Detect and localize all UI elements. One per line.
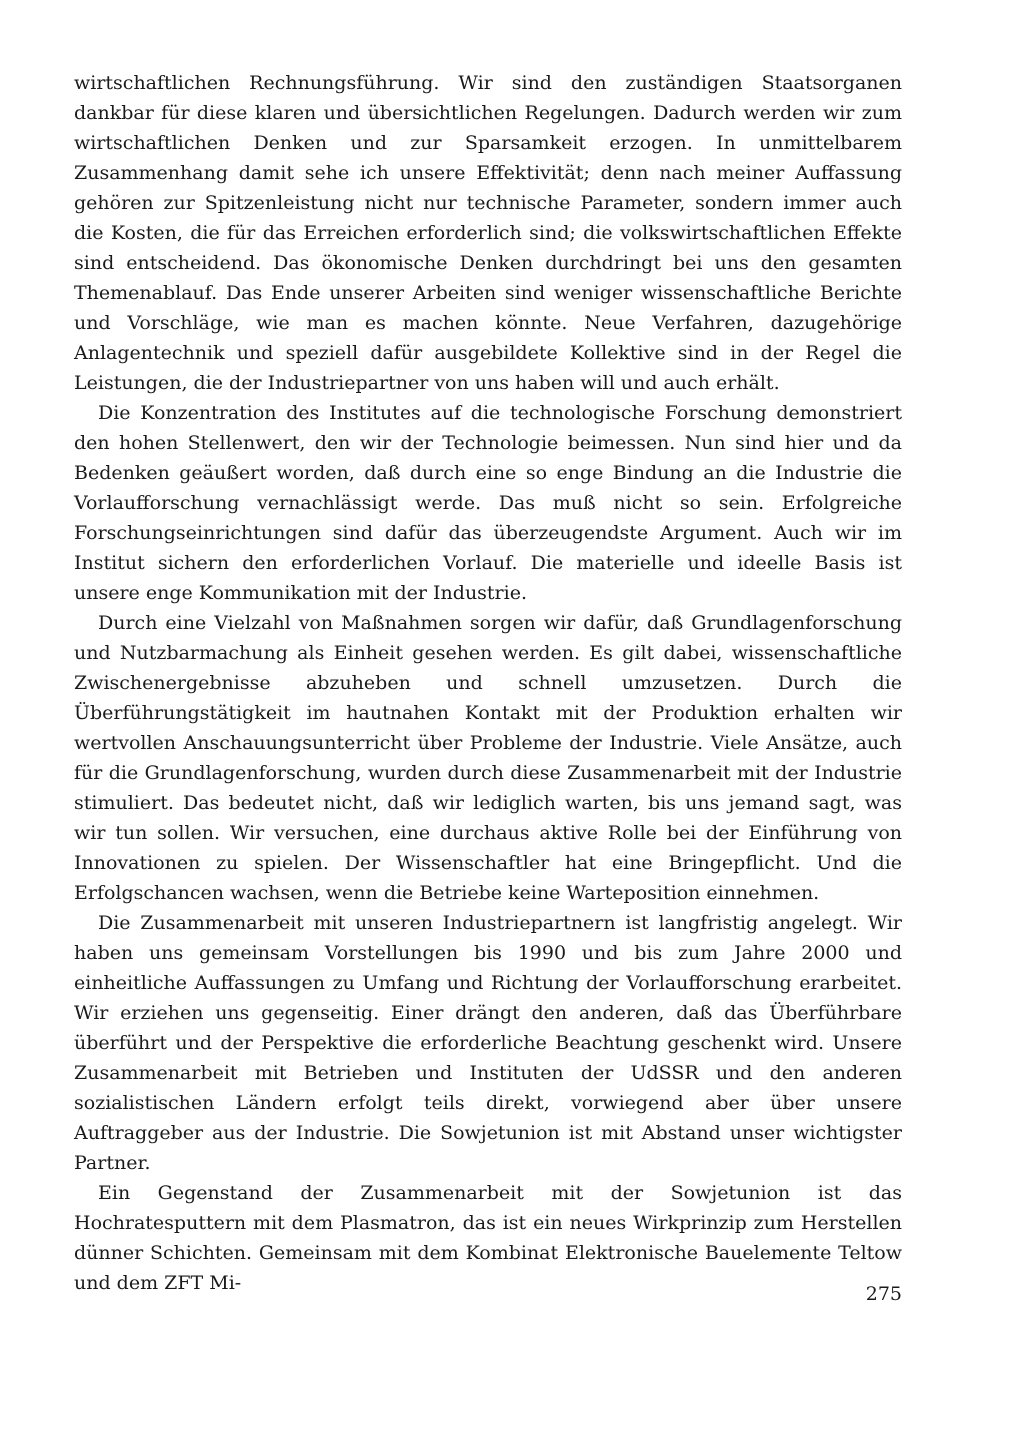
paragraph-2: Die Konzentration des Institutes auf die technologische Forschung demonstriert den hohen Stellenwert, den wir der Technologie beimessen. Nun sind hier und da Bedenken geäußert worden, daß durch eine so enge Bindung an die Industrie die Vorlaufforschung vernachlässigt werde. Das muß nicht so sein. Erfolgreiche Forschungseinrichtungen sind dafür das überzeugendste Argument. Auch wir im Institut sichern den erforderlichen Vorlauf. Die materielle und ideelle Basis ist unsere enge Kommunikation mit der Industrie. [74,402,902,604]
body-text [74,68,902,1298]
page-number: 275 [865,1283,902,1305]
paragraph-3: Durch eine Vielzahl von Maßnahmen sorgen wir dafür, daß Grundlagenforschung und Nutzbarmachung als Einheit gesehen werden. Es gilt dabei, wissenschaftliche Zwischenergebnisse abzuheben und schnell umzusetzen. Durch die Überführungstätigkeit im hautnahen Kontakt mit der Produktion erhalten wir wertvollen Anschauungsunterricht über Probleme der Industrie. Viele Ansätze, auch für die Grundlagenforschung, wurden durch diese Zusammenarbeit mit der Industrie stimuliert. Das bedeutet nicht, daß wir lediglich warten, bis uns jemand sagt, was wir tun sollen. Wir versuchen, eine durchaus aktive Rolle bei der Einführung von Innovationen zu spielen. Der Wissenschaftler hat eine Bringepflicht. Und die Erfolgschancen wachsen, wenn die Betriebe keine Warteposition einnehmen. [74,612,902,904]
paragraph-1: wirtschaftlichen Rechnungsführung. Wir sind den zuständigen Staatsorganen dankbar für diese klaren und übersichtlichen Regelungen. Dadurch werden wir zum wirtschaftlichen Denken und zur Sparsamkeit erzogen. In unmittelbarem Zusammenhang damit sehe ich unsere Effektivität; denn nach meiner Auffassung gehören zur Spitzenleistung nicht nur technische Parameter, sondern immer auch die Kosten, die für das Erreichen erforderlich sind; die volkswirtschaftlichen Effekte sind entscheidend. Das ökonomische Denken durchdringt bei uns den gesamten Themenablauf. Das Ende unserer Arbeiten sind weniger wissenschaftliche Berichte und Vorschläge, wie man es machen könnte. Neue Verfahren, dazugehörige Anlagentechnik und speziell dafür ausgebildete Kollektive sind in der Regel die Leistungen, die der Industriepartner von uns haben will und auch erhält. [74,72,902,394]
paragraph-4: Die Zusammenarbeit mit unseren Industriepartnern ist langfristig angelegt. Wir haben uns gemeinsam Vorstellungen bis 1990 und bis zum Jahre 2000 und einheitliche Auffassungen zu Umfang und Richtung der Vorlaufforschung erarbeitet. Wir erziehen uns gegenseitig. Einer drängt den anderen, daß das Überführbare überführt und der Perspektive die erforderliche Beachtung geschenkt wird. Unsere Zusammenarbeit mit Betrieben und Instituten der UdSSR und den anderen sozialistischen Ländern erfolgt teils direkt, vorwiegend aber über unsere Auftraggeber aus der Industrie. Die Sowjetunion ist mit Abstand unser wichtigster Partner. [74,912,902,1174]
paragraph-5: Ein Gegenstand der Zusammenarbeit mit der Sowjetunion ist das Hochratesputtern mit dem Plasmatron, das ist ein neues Wirkprinzip zum Herstellen dünner Schichten. Gemeinsam mit dem Kombinat Elektronische Bauelemente Teltow und dem ZFT Mi- [74,1182,902,1294]
